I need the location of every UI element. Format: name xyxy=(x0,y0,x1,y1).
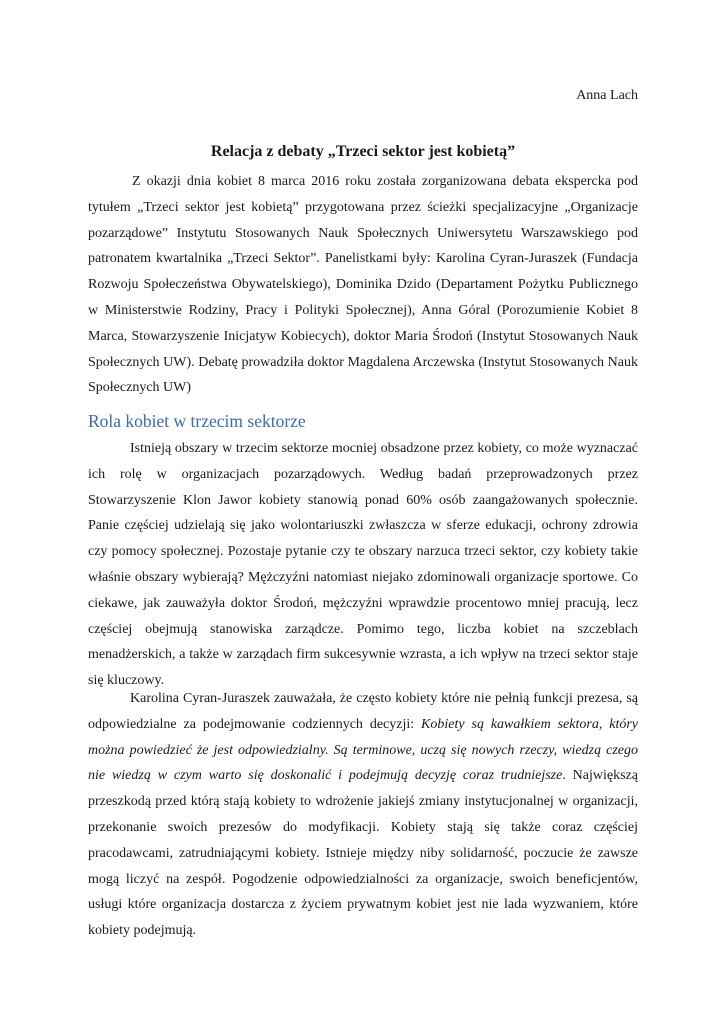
paragraph-text: Karolina Cyran-Juraszek zauważała, że często kobiety które nie pełnią funkcji prezesa, są odpowiedzialne za podejmowanie codziennych decyzji: xyxy=(88,691,638,732)
body-paragraph: Istnieją obszary w trzecim sektorze mocniej obsadzone przez kobiety, co może wyznaczać ich rolę w organizacjach pozarządowych. Według badań przeprowadzonych przez Stowarzyszenie Klon Jawor kobiety stanowią ponad 60% osób zaangażowanych społecznie. Panie częściej udzielają się jako wolontariuszki zwłaszcza w sferze edukacji, ochrony zdrowia czy pomocy społecznej. Pozostaje pytanie czy te obszary narzuca trzeci sektor, czy kobiety takie właśnie obszary wybierają? Mężczyźni natomiast niejako zdominowali organizacje sportowe. Co ciekawe, jak zauważyła doktor Środoń, mężczyźni wprawdzie procentowo mniej pracują, lecz częściej obejmują stanowiska zarządcze. Pomimo tego, liczba kobiet na szczeblach menadżerskich, a także w zarządach firm sukcesywnie wzrasta, a ich wpływ na trzeci sektor staje się kluczowy. xyxy=(88,441,638,689)
section-heading: Rola kobiet w trzecim sektorze xyxy=(88,411,306,431)
body-paragraph-quote xyxy=(88,686,638,944)
document-title: Relacja z debaty „Trzeci sektor jest kobietą” xyxy=(210,143,516,160)
intro-paragraph: Z okazji dnia kobiet 8 marca 2016 roku została zorganizowana debata ekspercka pod tytułem „Trzeci sektor jest kobietą” przygotowana przez ścieżki specjalizacyjne „Organizacje pozarządowe” Instytutu Stosowanych Nauk Społecznych Uniwersytetu Warszawskiego pod patronatem kwartalnika „Trzeci Sektor”. Panelistkami były: Karolina Cyran-Juraszek (Fundacja Rozwoju Społeczeństwa Obywatelskiego), Dominika Dzido (Departament Pożytku Publicznego w Ministerstwie Rodziny, Pracy i Polityki Społecznej), Anna Góral (Porozumienie Kobiet 8 Marca, Stowarzyszenie Inicjatyw Kobiecych), doktor Maria Środoń (Instytut Stosowanych Nauk Społecznych UW). Debatę prowadziła doktor Magdalena Arczewska (Instytut Stosowanych Nauk Społecznych UW) xyxy=(88,174,638,396)
author-name: Anna Lach xyxy=(576,88,638,103)
quote-text: Kobiety są kawałkiem sektora, który można powiedzieć że jest odpowiedzialny. Są terminowe, uczą się nowych rzeczy, wiedzą czego nie wiedzą w czym warto się doskonalić i podejmują decyzję coraz trudniejsze xyxy=(88,716,638,784)
paragraph-text: . Największą przeszkodą przed którą stają kobiety to wdrożenie jakiejś zmiany instytucjonalnej w organizacji, przekonanie swoich prezesów do modyfikacji. Kobiety stają się także coraz częściej pracodawcami, zatrudniającymi kobiety. Istnieje między niby solidarność, poczucie że zawsze mogą liczyć na zespół. Pogodzenie odpowiedzialności za organizacje, swoich beneficjentów, usługi które organizacja dostarcza z życiem prywatnym kobiet jest nie lada wyzwaniem, które kobiety podejmują. xyxy=(88,768,638,939)
